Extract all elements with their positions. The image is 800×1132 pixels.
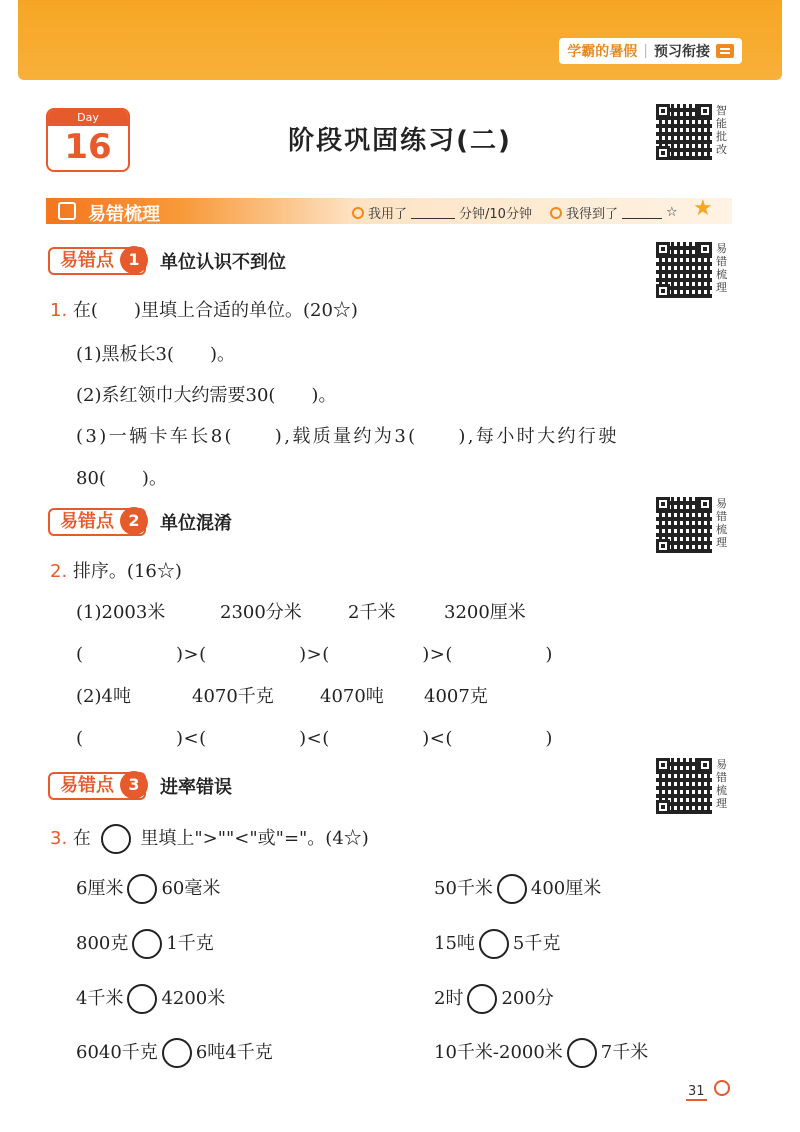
qr-code-icon[interactable] xyxy=(656,497,712,553)
compare-circle[interactable] xyxy=(127,874,157,904)
q2-item: 4070千克 xyxy=(192,686,274,707)
list-icon xyxy=(58,202,76,220)
compare-left: 800克 xyxy=(76,933,129,954)
timer-label-b: 分钟/10分钟 xyxy=(459,207,532,222)
compare-item xyxy=(76,929,214,959)
error-point-title: 进率错误 xyxy=(160,777,232,798)
compare-right: 7千米 xyxy=(600,1042,649,1063)
qr-code-icon[interactable] xyxy=(656,242,712,298)
error-point-title: 单位认识不到位 xyxy=(160,252,286,273)
question-number: 3. xyxy=(50,828,68,849)
q2-order-blanks[interactable]: ( )>( )>( )>( ) xyxy=(76,644,553,665)
clock-icon xyxy=(352,207,364,219)
sun-icon xyxy=(714,1080,730,1096)
timer-field xyxy=(352,203,532,222)
compare-right: 5千克 xyxy=(512,933,561,954)
check-icon xyxy=(550,207,562,219)
compare-circle[interactable] xyxy=(567,1038,597,1068)
compare-left: 4千米 xyxy=(76,988,124,1009)
q2-item: 3200厘米 xyxy=(444,602,526,623)
q1-item: 80( )。 xyxy=(76,468,167,489)
page-title: 阶段巩固练习(二) xyxy=(288,126,512,156)
error-point-2 xyxy=(48,508,232,536)
error-point-label: 易错点 xyxy=(60,250,114,271)
compare-circle[interactable] xyxy=(497,874,527,904)
error-point-label: 易错点 xyxy=(60,511,114,532)
compare-item xyxy=(76,984,225,1014)
question-1-stem xyxy=(50,296,358,322)
brand-subtitle: 预习衔接 xyxy=(654,44,710,60)
error-point-label: 易错点 xyxy=(60,775,114,796)
compare-left: 15吨 xyxy=(434,933,475,954)
qr-code-icon[interactable] xyxy=(656,104,712,160)
q2-item: 2300分米 xyxy=(220,602,302,623)
q2-item: 2千米 xyxy=(348,602,396,623)
brand-name: 学霸的暑假 xyxy=(567,44,638,60)
question-text: 在( )里填上合适的单位。(20☆) xyxy=(72,300,358,321)
brand-label xyxy=(559,38,742,64)
compare-left: 6厘米 xyxy=(76,878,124,899)
section-title: 易错梳理 xyxy=(88,204,160,225)
score-star: ☆ xyxy=(666,205,678,220)
error-point-number: 1 xyxy=(120,246,148,274)
day-label: Day xyxy=(48,110,128,126)
error-point-1 xyxy=(48,247,286,275)
compare-item xyxy=(434,984,554,1014)
compare-circle[interactable] xyxy=(479,929,509,959)
compare-right: 200分 xyxy=(501,988,554,1009)
question-number: 2. xyxy=(50,561,68,582)
error-point-title: 单位混淆 xyxy=(160,513,232,534)
question-3-stem xyxy=(50,824,369,854)
day-number: 16 xyxy=(64,127,112,167)
q1-item: (1)黑板长3( )。 xyxy=(76,344,235,365)
compare-left: 50千米 xyxy=(434,878,493,899)
score-label: 我得到了 xyxy=(566,207,619,222)
compare-left: 2时 xyxy=(434,988,464,1009)
compare-circle-icon xyxy=(101,824,131,854)
compare-circle[interactable] xyxy=(162,1038,192,1068)
qr-label-easy: 易错梳理 xyxy=(716,758,727,810)
error-point-number: 2 xyxy=(120,507,148,535)
qr-label-easy: 易错梳理 xyxy=(716,497,727,549)
star-icon: ★ xyxy=(693,196,713,221)
q2-item: 4007克 xyxy=(424,686,488,707)
question-text: 排序。(16☆) xyxy=(72,561,182,582)
q1-item: (2)系红领巾大约需要30( )。 xyxy=(76,385,337,406)
page-number: 31 xyxy=(688,1084,705,1099)
compare-item xyxy=(434,929,560,959)
q2-item: (2)4吨 xyxy=(76,686,131,707)
compare-circle[interactable] xyxy=(467,984,497,1014)
qr-code-icon[interactable] xyxy=(656,758,712,814)
compare-circle[interactable] xyxy=(132,929,162,959)
compare-item xyxy=(434,874,601,904)
book-icon xyxy=(716,44,734,58)
score-field xyxy=(550,203,678,222)
compare-left: 6040千克 xyxy=(76,1042,158,1063)
qr-label-smart: 智能批改 xyxy=(716,104,727,156)
compare-item xyxy=(76,1038,273,1068)
error-point-number: 3 xyxy=(120,771,148,799)
question-text-a: 在 xyxy=(72,828,91,849)
question-text-b: 里填上">""<"或"="。(4☆) xyxy=(140,828,369,849)
compare-right: 400厘米 xyxy=(530,878,602,899)
q2-order-blanks[interactable]: ( )<( )<( )<( ) xyxy=(76,728,553,749)
q2-item: 4070吨 xyxy=(320,686,384,707)
question-2-stem xyxy=(50,557,182,583)
compare-item xyxy=(434,1038,648,1068)
compare-right: 60毫米 xyxy=(161,878,221,899)
question-number: 1. xyxy=(50,300,68,321)
timer-label-a: 我用了 xyxy=(368,207,408,222)
compare-right: 4200米 xyxy=(161,988,226,1009)
compare-item xyxy=(76,874,220,904)
q1-item: (3)一辆卡车长8( ),载质量约为3( ),每小时大约行驶 xyxy=(76,426,619,447)
error-point-3 xyxy=(48,772,232,800)
score-blank[interactable] xyxy=(622,206,662,219)
compare-left: 10千米-2000米 xyxy=(434,1042,563,1063)
compare-right: 1千克 xyxy=(166,933,214,954)
timer-blank[interactable] xyxy=(411,206,455,219)
q2-item: (1)2003米 xyxy=(76,602,166,623)
qr-label-easy: 易错梳理 xyxy=(716,242,727,294)
compare-circle[interactable] xyxy=(127,984,157,1014)
brand-separator: | xyxy=(643,43,648,59)
compare-right: 6吨4千克 xyxy=(195,1042,273,1063)
